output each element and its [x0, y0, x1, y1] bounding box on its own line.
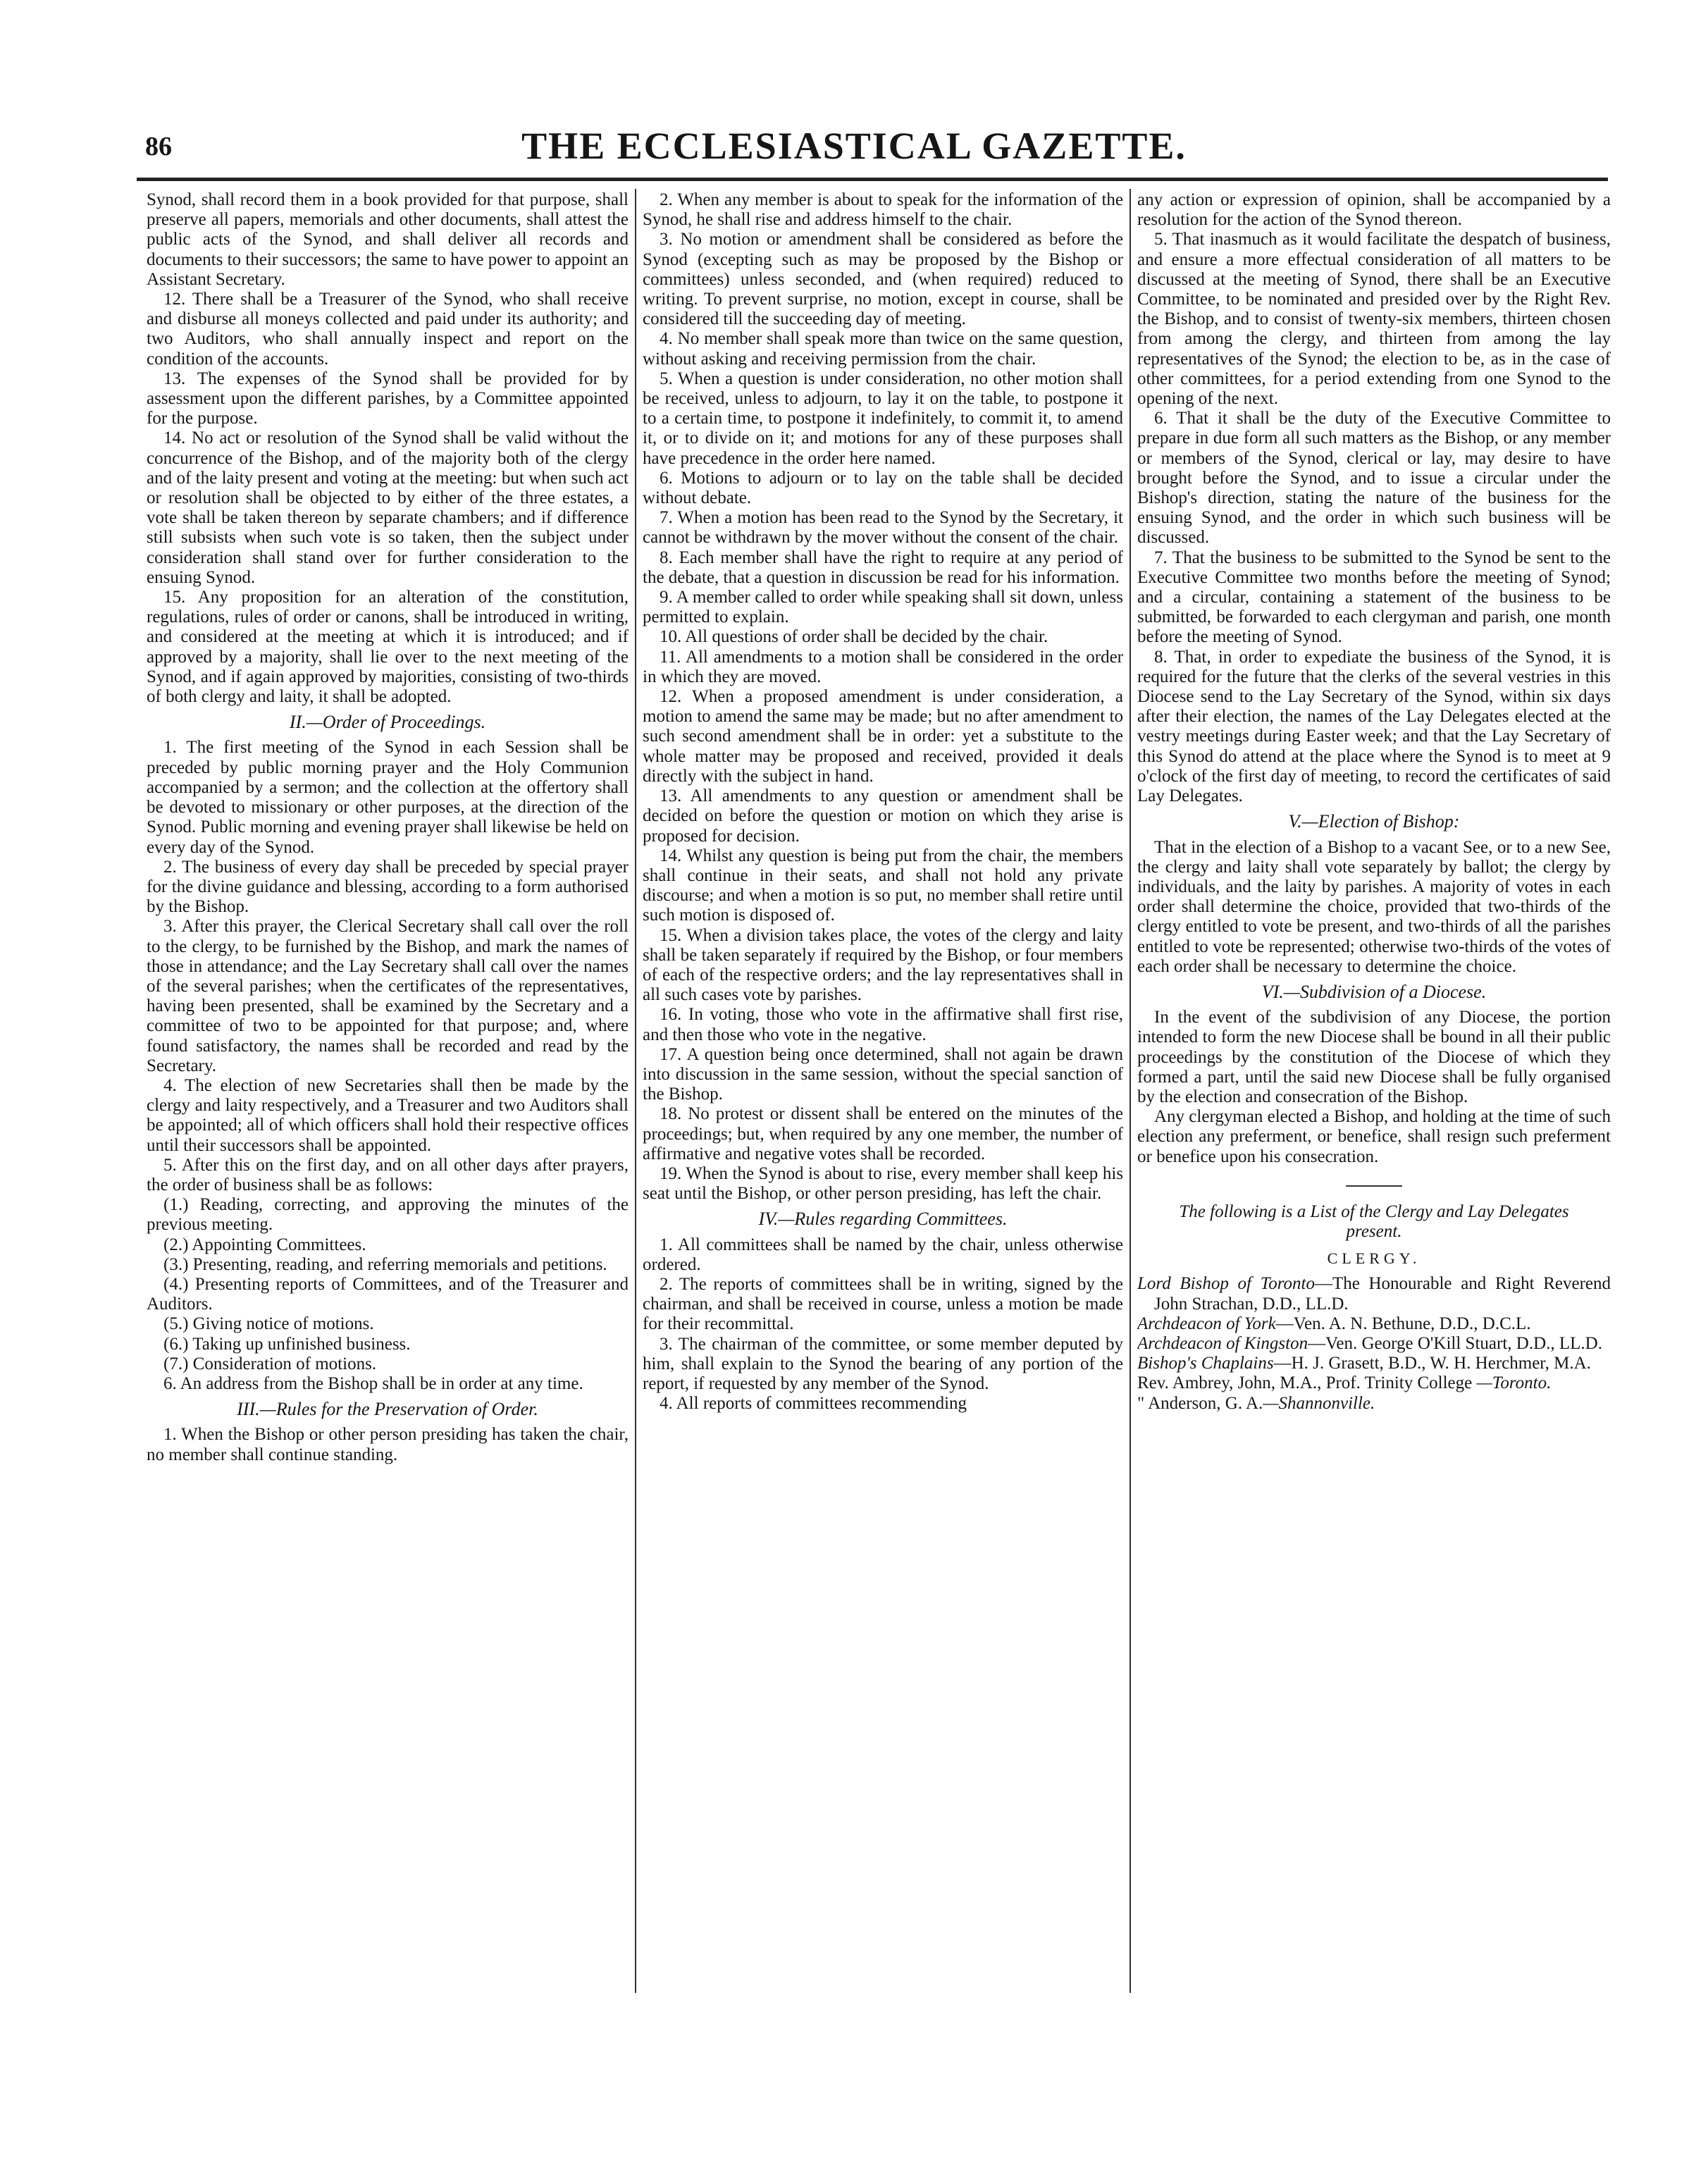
list-heading: The following is a List of the Clergy and Lay Delegates present. — [1179, 1202, 1569, 1241]
paragraph: 12. There shall be a Treasurer of the Synod, who shall receive and disburse all moneys collected and paid under its authority; and two Auditors, who shall annually inspect and report on the condition of the accounts. — [147, 290, 629, 369]
list-item: (6.) Taking up unfinished business. — [163, 1334, 411, 1354]
column-2 — [643, 190, 1123, 1994]
paragraph: 6. Motions to adjourn or to lay on the table shall be decided without debate. — [643, 468, 1123, 508]
paragraph: 18. No protest or dissent shall be entered on the minutes of the proceedings; but, when required by any one member, the number of affirmative and negative votes shall be recorded. — [643, 1104, 1123, 1163]
paragraph: 6. An address from the Bishop shall be in order at any time. — [163, 1373, 583, 1393]
paragraph: 9. A member called to order while speaking shall sit down, unless permitted to explain. — [643, 588, 1123, 627]
clergy-entry: Rev. Ambrey, John, M.A., Prof. Trinity College —Toronto. — [1137, 1373, 1552, 1393]
paragraph: 2. The business of every day shall be preceded by special prayer for the divine guidance and blessing, according to a form authorised by the Bishop. — [147, 857, 629, 917]
column-divider — [1130, 189, 1131, 1993]
clergy-entry: Bishop's Chaplains—H. J. Grasett, B.D., W. H. Herchmer, M.A. — [1137, 1354, 1591, 1373]
paragraph: Any clergyman elected a Bishop, and holding at the time of such election any preferment, or benefice, shall resign such preferment or benefice upon his consecration. — [1137, 1107, 1611, 1166]
list-item: (5.) Giving notice of motions. — [163, 1314, 374, 1334]
column-divider — [635, 189, 636, 1993]
list-item: (1.) Reading, correcting, and approving the minutes of the previous meeting. — [147, 1195, 629, 1235]
paragraph: In the event of the subdivision of any Diocese, the portion intended to form the new Diocese shall be bound in all their public proceedings by the constitution of the Diocese of which they formed a part, until the said new Diocese shall be fully organised by the election and consecration of the Bishop. — [1137, 1008, 1611, 1106]
paragraph: 5. After this on the first day, and on all other days after prayers, the order of business shall be as follows: — [147, 1155, 629, 1194]
section-heading: II.—Order of Proceedings. — [289, 712, 486, 733]
paragraph: 14. No act or resolution of the Synod shall be valid without the concurrence of the Bishop, and of the majority both of the clergy and of the laity present and voting at the meeting: but when such act or resolution shall be objected to by either of the three estates, a vote shall be taken thereon by separate chambers; and if difference still subsists when such vote is so taken, then the subject under consideration shall stand over for further consideration to the ensuing Synod. — [147, 428, 629, 587]
paragraph: 1. All committees shall be named by the chair, unless otherwise ordered. — [643, 1235, 1123, 1274]
paragraph: 4. All reports of committees recommending — [660, 1394, 967, 1414]
paragraph: 12. When a proposed amendment is under consideration, a motion to amend the same may be made; but no after amendment to such second amendment shall be in order: yet a substitute to the whole matter may be proposed and received, provided it deals directly with the subject in hand. — [643, 687, 1123, 786]
clergy-heading: CLERGY. — [1327, 1249, 1421, 1268]
list-item: (4.) Presenting reports of Committees, and of the Treasurer and Auditors. — [147, 1274, 629, 1314]
paragraph: 2. The reports of committees shall be in writing, signed by the chairman, and shall be received in course, unless a motion be made for their recommittal. — [643, 1274, 1123, 1334]
column-1 — [147, 190, 629, 1994]
clergy-entry: Archdeacon of York—Ven. A. N. Bethune, D.D., D.C.L. — [1137, 1314, 1531, 1333]
section-heading: IV.—Rules regarding Committees. — [758, 1209, 1008, 1230]
paragraph: 3. No motion or amendment shall be considered as before the Synod (excepting such as may be proposed by the Bishop or committees) unless seconded, and (when required) reduced to writing. To prevent surprise, no motion, except in course, shall be considered till the succeeding day of meeting. — [643, 230, 1123, 329]
paragraph: 15. Any proposition for an alteration of the constitution, regulations, rules of order or canons, shall be introduced in writing, and considered at the meeting at which it is introduced; and if approved by a majority, shall lie over to the next meeting of the Synod, and if again approved by majorities, consisting of two-thirds of both clergy and laity, it shall be adopted. — [147, 588, 629, 707]
paragraph: 19. When the Synod is about to rise, every member shall keep his seat until the Bishop, or other person presiding, has left the chair. — [643, 1163, 1123, 1204]
section-heading: III.—Rules for the Preservation of Order. — [237, 1399, 538, 1420]
paragraph: 16. In voting, those who vote in the affirmative shall first rise, and then those who vote in the negative. — [643, 1005, 1123, 1044]
paragraph: 4. The election of new Secretaries shall then be made by the clergy and laity respectively, and a Treasurer and two Auditors shall be appointed; all of which officers shall hold their respective offices until their successors shall be appointed. — [147, 1075, 629, 1155]
paragraph: 14. Whilst any question is being put from the chair, the members shall continue in their seats, and shall not hold any private discourse; and when a motion is so put, no member shall retire until such motion is disposed of. — [643, 846, 1123, 925]
paragraph: 3. The chairman of the committee, or some member deputed by him, shall explain to the Synod the bearing of any portion of the report, if requested by any member of the Synod. — [643, 1334, 1123, 1393]
paragraph: 3. After this prayer, the Clerical Secretary shall call over the roll to the clergy, to be furnished by the Bishop, and mark the names of those in attendance; and the Lay Secretary shall call over the names of the several parishes; when the certificates of the representatives, having been presented, shall be examined by the Secretary and a committee of two to be appointed for that purpose; and, where found satisfactory, the names shall be recorded and read by the Secretary. — [147, 917, 629, 1075]
paragraph: any action or expression of opinion, shall be accompanied by a resolution for the action of the Synod thereon. — [1137, 190, 1611, 230]
clergy-entry: Archdeacon of Kingston—Ven. George O'Kill Stuart, D.D., LL.D. — [1137, 1333, 1602, 1353]
gazette-title: THE ECCLESIASTICAL GAZETTE. — [521, 125, 1187, 167]
column-3 — [1137, 190, 1611, 1994]
page-number: 86 — [145, 132, 172, 161]
section-heading: V.—Election of Bishop: — [1288, 811, 1460, 832]
paragraph: 8. That, in order to expediate the business of the Synod, it is required for the future that the clerks of the several vestries in this Diocese send to the Lay Secretary of the Synod, within six days after their election, the names of the Lay Delegates elected at the vestry meetings during Easter week; and that the Lay Secretary of this Synod do attend at the place where the Synod is to meet at 9 o'clock of the first day of meeting, to record the certificates of said Lay Delegates. — [1137, 647, 1611, 806]
paragraph: 4. No member shall speak more than twice on the same question, without asking and receiving permission from the chair. — [643, 329, 1123, 369]
paragraph: 17. A question being once determined, shall not again be drawn into discussion in the same session, without the special sanction of the Bishop. — [643, 1044, 1123, 1104]
paragraph: 5. When a question is under consideration, no other motion shall be received, unless to adjourn, to lay it on the table, to postpone it to a certain time, to postpone it indefinitely, to commit it, to amend it, or to divide on it; and motions for any of these purposes shall have precedence in the order here named. — [643, 369, 1123, 468]
paragraph: 11. All amendments to a motion shall be considered in the order in which they are moved. — [643, 647, 1123, 686]
header-rule — [137, 178, 1608, 181]
clergy-entry: Lord Bishop of Toronto—The Honourable and Right Reverend John Strachan, D.D., LL.D. — [1137, 1274, 1611, 1314]
paragraph: 10. All questions of order shall be decided by the chair. — [660, 627, 1048, 647]
section-divider — [1346, 1185, 1402, 1187]
list-item: (7.) Consideration of motions. — [163, 1354, 377, 1373]
section-heading: VI.—Subdivision of a Diocese. — [1261, 981, 1487, 1002]
paragraph: Synod, shall record them in a book provided for that purpose, shall preserve all papers, memorials and other documents, shall attest the public acts of the Synod, and shall deliver all records and documents to their successors; the same to have power to appoint an Assistant Secretary. — [147, 190, 629, 289]
paragraph: 6. That it shall be the duty of the Executive Committee to prepare in due form all such matters as the Bishop, or any member or members of the Synod, clerical or lay, may desire to have brought before the Synod, and to issue a circular under the Bishop's direction, stating the nature of the business for the ensuing Synod, and the order in which such business will be discussed. — [1137, 409, 1611, 548]
paragraph: 7. That the business to be submitted to the Synod be sent to the Executive Committee two months before the meeting of Synod; and a circular, containing a statement of the business to be submitted, be forwarded to each clergyman and parish, one month before the meeting of Synod. — [1137, 548, 1611, 647]
paragraph: 8. Each member shall have the right to require at any period of the debate, that a question in discussion be read for his information. — [643, 548, 1123, 587]
paragraph: 2. When any member is about to speak for the information of the Synod, he shall rise and address himself to the chair. — [643, 190, 1123, 230]
paragraph: That in the election of a Bishop to a vacant See, or to a new See, the clergy and laity shall vote separately by ballot; the clergy by individuals, and the laity by parishes. A majority of votes in each order shall determine the choice, provided that two-thirds of the clergy entitled to vote be present, and two-thirds of all the parishes entitled to vote be represented; otherwise two-thirds of the votes of each order shall be necessary to determine the choice. — [1137, 837, 1611, 976]
paragraph: 1. When the Bishop or other person presiding has taken the chair, no member shall continue standing. — [147, 1425, 629, 1464]
list-item: (2.) Appointing Committees. — [163, 1235, 366, 1254]
paragraph: 7. When a motion has been read to the Synod by the Secretary, it cannot be withdrawn by the mover without the consent of the chair. — [643, 508, 1123, 548]
paragraph: 13. The expenses of the Synod shall be provided for by assessment upon the different parishes, by a Committee appointed for the purpose. — [147, 369, 629, 428]
paragraph: 1. The first meeting of the Synod in each Session shall be preceded by public morning prayer and the Holy Communion accompanied by a sermon; and the collection at the offertory shall be devoted to missionary or other purposes, at the direction of the Synod. Public morning and evening prayer shall likewise be held on every day of the Synod. — [147, 738, 629, 857]
paragraph: 13. All amendments to any question or amendment shall be decided on before the question or motion on which they arise is proposed for decision. — [643, 786, 1123, 846]
list-item: (3.) Presenting, reading, and referring memorials and petitions. — [163, 1254, 607, 1274]
clergy-entry: " Anderson, G. A.—Shannonville. — [1137, 1393, 1375, 1413]
paragraph: 15. When a division takes place, the votes of the clergy and laity shall be taken separately if required by the Bishop, or four members of each of the respective orders; and the lay representatives shall in all such cases vote by parishes. — [643, 925, 1123, 1005]
paragraph: 5. That inasmuch as it would facilitate the despatch of business, and ensure a more effectual consideration of all matters to be discussed at the meeting of Synod, there shall be an Executive Committee, to be nominated and presided over by the Right Rev. the Bishop, and to consist of twenty-six members, thirteen chosen from among the clergy, and thirteen from among the lay representatives of the Synod; the election to be, as in the case of other committees, for a period extending from one Synod to the opening of the next. — [1137, 230, 1611, 409]
